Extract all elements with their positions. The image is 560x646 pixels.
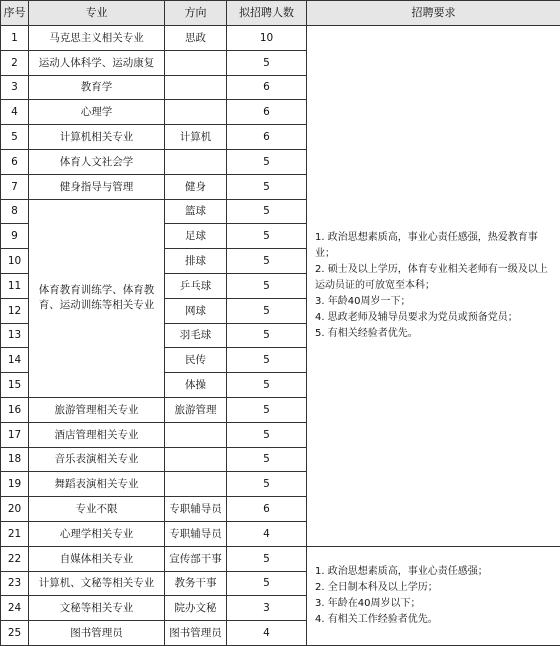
direction-cell: [165, 422, 227, 447]
row-number: 17: [1, 422, 29, 447]
row-number: 13: [1, 323, 29, 348]
requirement-item: 2. 硕士及以上学历，体育专业相关老师有一级及以上运动员证的可放宽至本科；: [315, 262, 554, 294]
major-cell-merged: 体育教育训练学、体育教育、运动训练等相关专业: [29, 199, 165, 397]
requirement-item: 1. 政治思想素质高，事业心责任感强，热爱教育事业；: [315, 230, 554, 262]
header-direction: 方向: [165, 1, 227, 26]
direction-cell: [165, 472, 227, 497]
count-cell: 5: [227, 447, 307, 472]
count-cell: 5: [227, 422, 307, 447]
direction-cell: [165, 149, 227, 174]
major-cell: 教育学: [29, 75, 165, 100]
count-cell: 6: [227, 75, 307, 100]
requirement-item: 3. 年龄在40周岁以下；: [315, 596, 554, 612]
count-cell: 6: [227, 125, 307, 150]
direction-cell: 专职辅导员: [165, 497, 227, 522]
direction-cell: 图书管理员: [165, 621, 227, 646]
table-row: [1, 546, 560, 571]
count-cell: 4: [227, 621, 307, 646]
major-cell: 专业不限: [29, 497, 165, 522]
row-number: 21: [1, 521, 29, 546]
row-number: 25: [1, 621, 29, 646]
requirement-item: 4. 有相关工作经验者优先。: [315, 612, 554, 628]
header-count: 拟招聘人数: [227, 1, 307, 26]
direction-cell: 乒乓球: [165, 273, 227, 298]
row-number: 7: [1, 174, 29, 199]
count-cell: 5: [227, 298, 307, 323]
requirements-cell-group-1: [307, 26, 560, 547]
header-row: [1, 1, 560, 26]
row-number: 3: [1, 75, 29, 100]
row-number: 8: [1, 199, 29, 224]
header-requirements: 招聘要求: [307, 1, 560, 26]
direction-cell: 篮球: [165, 199, 227, 224]
row-number: 24: [1, 596, 29, 621]
direction-cell: 思政: [165, 26, 227, 51]
row-number: 12: [1, 298, 29, 323]
count-cell: 5: [227, 224, 307, 249]
major-cell: 舞蹈表演相关专业: [29, 472, 165, 497]
row-number: 9: [1, 224, 29, 249]
major-cell: 心理学: [29, 100, 165, 125]
direction-cell: [165, 447, 227, 472]
count-cell: 3: [227, 596, 307, 621]
requirement-item: 3. 年龄40周岁一下；: [315, 294, 554, 310]
direction-cell: 专职辅导员: [165, 521, 227, 546]
table-row: [1, 26, 560, 51]
row-number: 16: [1, 397, 29, 422]
major-cell: 体育人文社会学: [29, 149, 165, 174]
row-number: 2: [1, 50, 29, 75]
row-number: 14: [1, 348, 29, 373]
requirement-item: 1. 政治思想素质高，事业心责任感强；: [315, 564, 554, 580]
row-number: 22: [1, 546, 29, 571]
direction-cell: 计算机: [165, 125, 227, 150]
direction-cell: 排球: [165, 249, 227, 274]
direction-cell: [165, 100, 227, 125]
row-number: 4: [1, 100, 29, 125]
count-cell: 6: [227, 497, 307, 522]
count-cell: 5: [227, 199, 307, 224]
count-cell: 5: [227, 50, 307, 75]
major-cell: 图书管理员: [29, 621, 165, 646]
direction-cell: 网球: [165, 298, 227, 323]
major-cell: 计算机相关专业: [29, 125, 165, 150]
requirement-item: 4. 思政老师及辅导员要求为党员或预备党员；: [315, 310, 554, 326]
major-cell: 酒店管理相关专业: [29, 422, 165, 447]
header-major: 专业: [29, 1, 165, 26]
major-cell: 计算机、文秘等相关专业: [29, 571, 165, 596]
major-cell: 旅游管理相关专业: [29, 397, 165, 422]
direction-cell: 旅游管理: [165, 397, 227, 422]
direction-cell: 宣传部干事: [165, 546, 227, 571]
direction-cell: 教务干事: [165, 571, 227, 596]
major-cell: 音乐表演相关专业: [29, 447, 165, 472]
row-number: 6: [1, 149, 29, 174]
count-cell: 5: [227, 149, 307, 174]
direction-cell: 体操: [165, 373, 227, 398]
count-cell: 5: [227, 348, 307, 373]
count-cell: 5: [227, 323, 307, 348]
major-cell: 健身指导与管理: [29, 174, 165, 199]
row-number: 15: [1, 373, 29, 398]
count-cell: 5: [227, 174, 307, 199]
major-cell: 文秘等相关专业: [29, 596, 165, 621]
major-cell: 马克思主义相关专业: [29, 26, 165, 51]
count-cell: 6: [227, 100, 307, 125]
count-cell: 5: [227, 571, 307, 596]
major-cell: 心理学相关专业: [29, 521, 165, 546]
header-no: 序号: [1, 1, 29, 26]
count-cell: 5: [227, 249, 307, 274]
row-number: 23: [1, 571, 29, 596]
count-cell: 5: [227, 546, 307, 571]
row-number: 18: [1, 447, 29, 472]
direction-cell: 健身: [165, 174, 227, 199]
direction-cell: 院办文秘: [165, 596, 227, 621]
row-number: 11: [1, 273, 29, 298]
major-cell: 自媒体相关专业: [29, 546, 165, 571]
requirements-cell-group-2: [307, 546, 560, 645]
count-cell: 4: [227, 521, 307, 546]
requirement-item: 2. 全日制本科及以上学历；: [315, 580, 554, 596]
requirement-item: 5. 有相关经验者优先。: [315, 326, 554, 342]
count-cell: 5: [227, 397, 307, 422]
row-number: 5: [1, 125, 29, 150]
row-number: 1: [1, 26, 29, 51]
major-cell: 运动人体科学、运动康复: [29, 50, 165, 75]
row-number: 19: [1, 472, 29, 497]
count-cell: 5: [227, 273, 307, 298]
count-cell: 5: [227, 472, 307, 497]
direction-cell: [165, 75, 227, 100]
row-number: 10: [1, 249, 29, 274]
direction-cell: 民传: [165, 348, 227, 373]
count-cell: 10: [227, 26, 307, 51]
count-cell: 5: [227, 373, 307, 398]
direction-cell: 羽毛球: [165, 323, 227, 348]
direction-cell: [165, 50, 227, 75]
row-number: 20: [1, 497, 29, 522]
direction-cell: 足球: [165, 224, 227, 249]
